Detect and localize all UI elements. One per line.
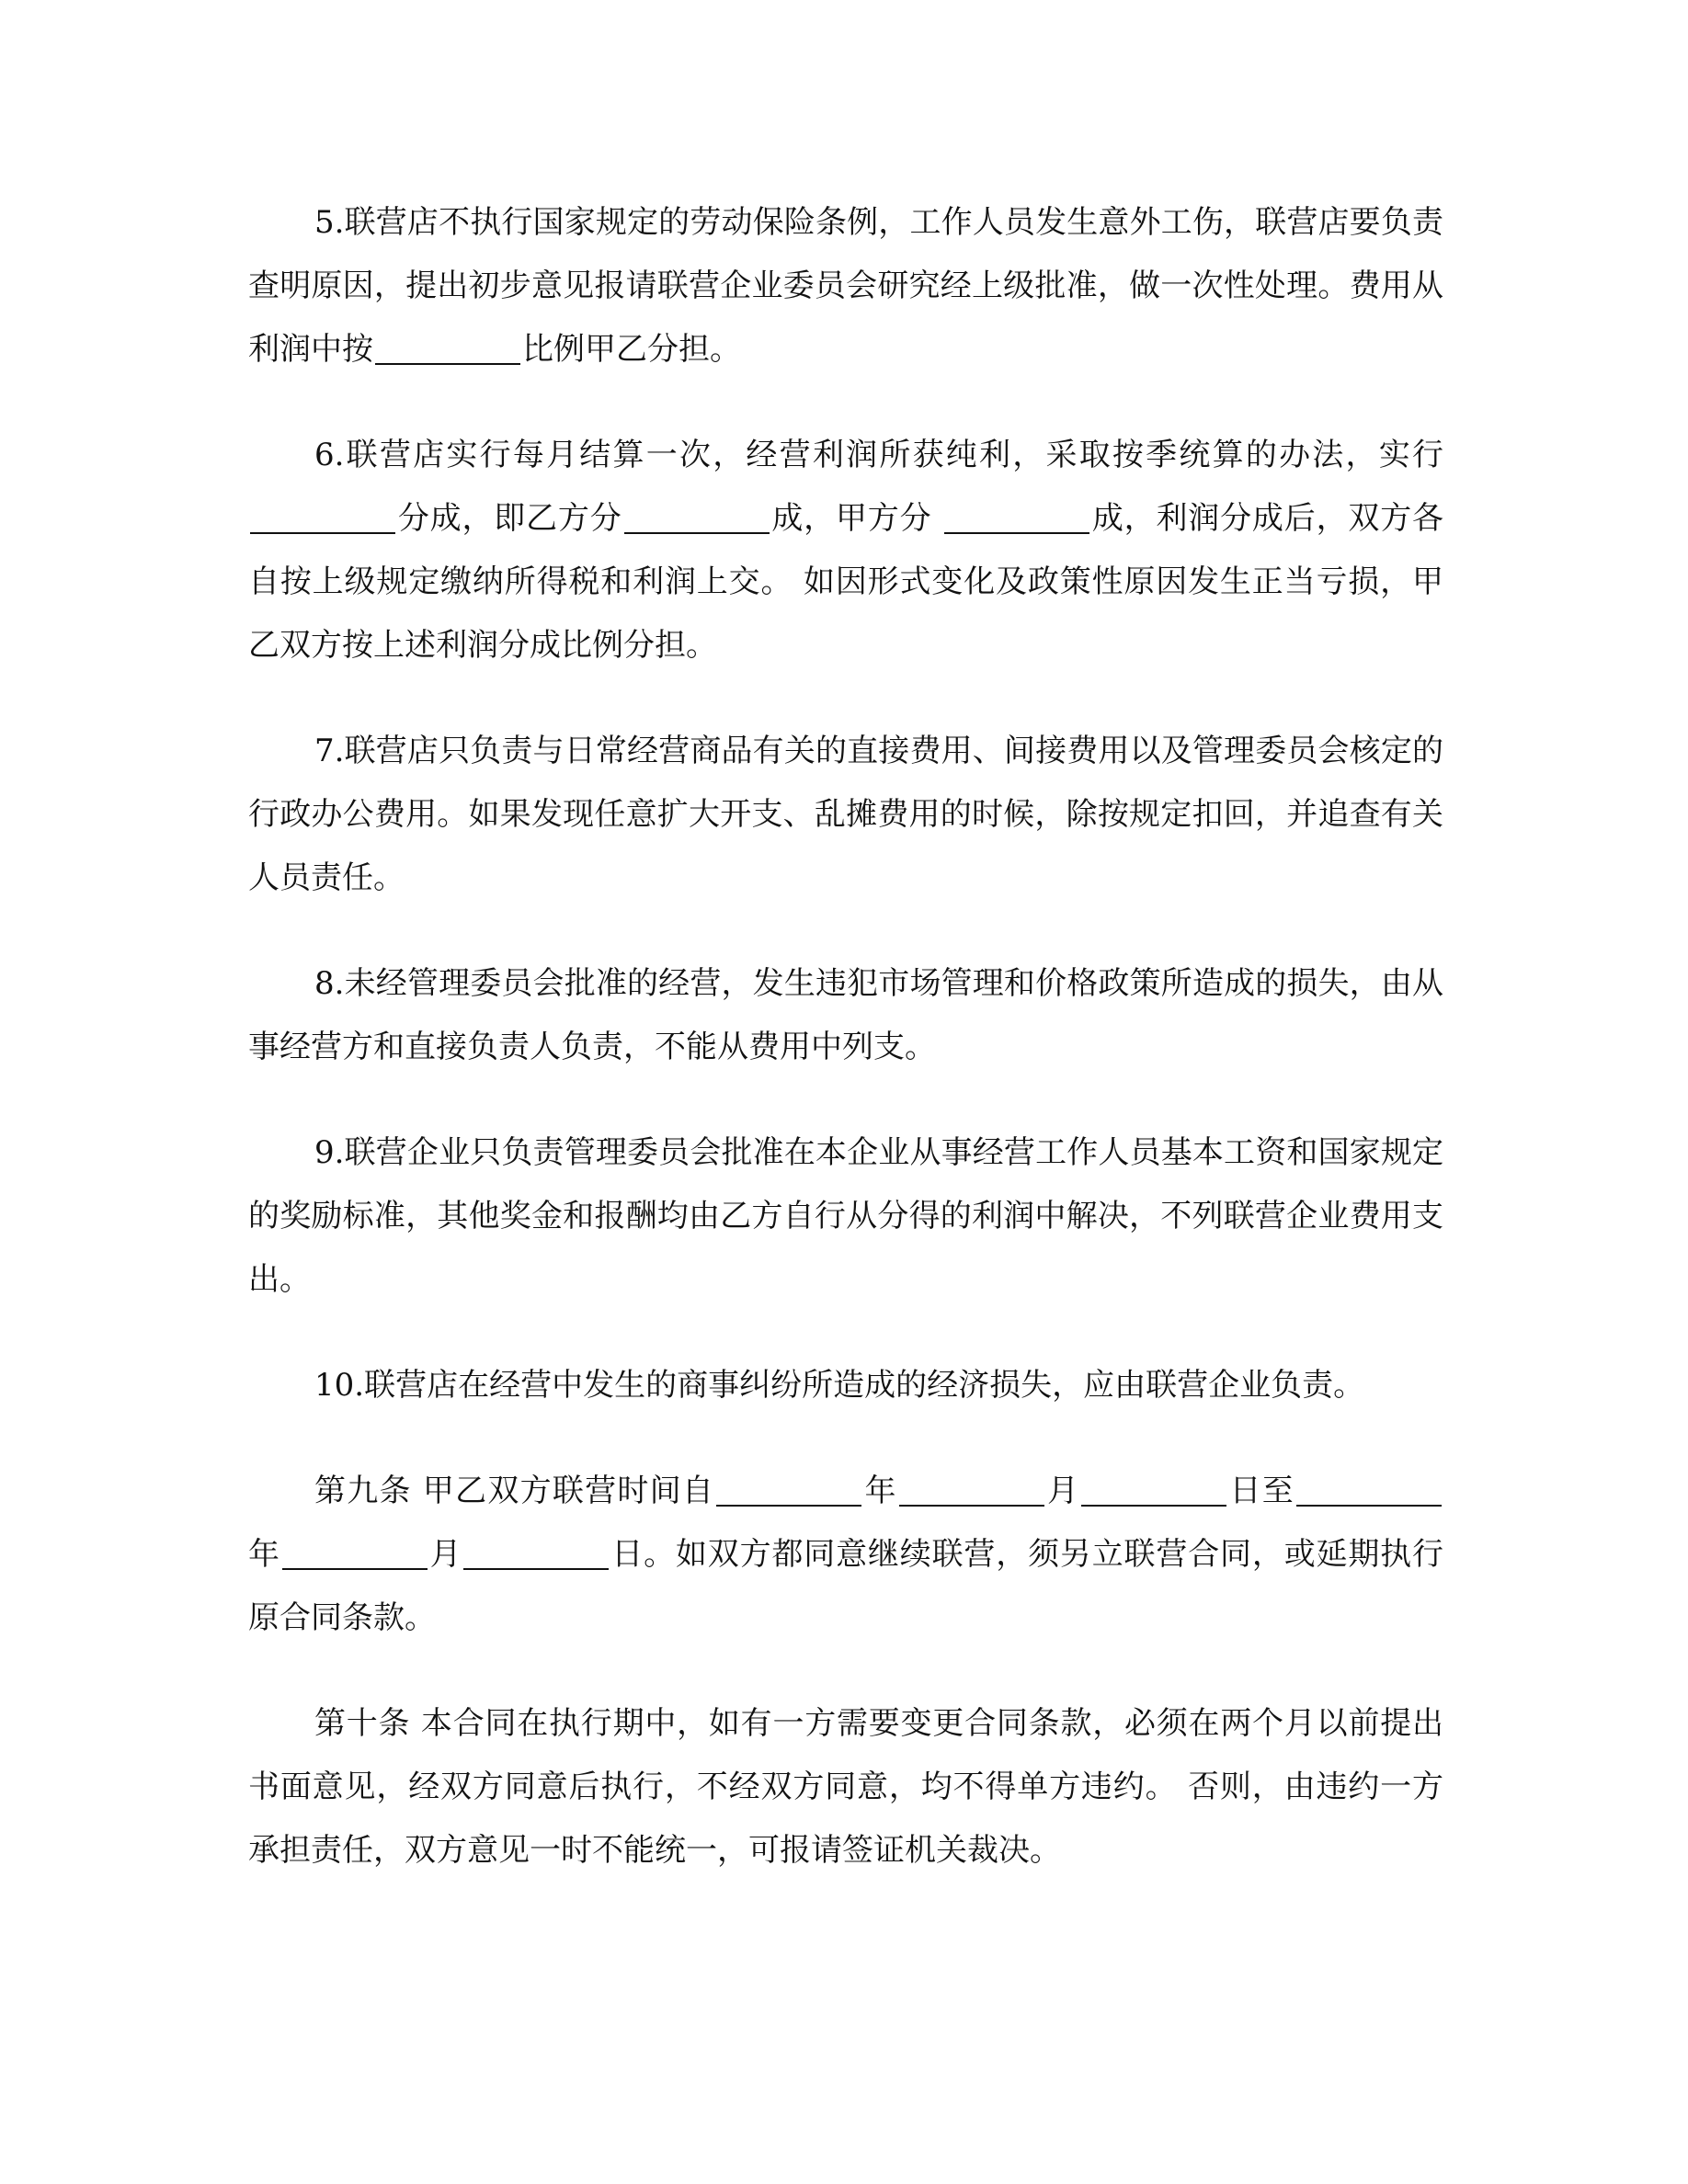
document-body xyxy=(248,191,1443,1925)
label-month: 月 xyxy=(1045,1473,1080,1509)
label-year: 年 xyxy=(863,1473,897,1509)
clause-5 xyxy=(248,191,1443,381)
blank-party-a-share xyxy=(944,505,1089,534)
blank-start-year xyxy=(716,1477,861,1507)
clause-6-text-c: 成，甲方分 xyxy=(770,500,932,537)
clause-9: 9.联营企业只负责管理委员会批准在本企业从事经营工作人员基本工资和国家规定的奖励标准，其他奖金和报酬均由乙方自行从分得的利润中解决，不列联营企业费用支出。 xyxy=(248,1134,1443,1298)
blank-end-year xyxy=(1296,1477,1442,1507)
blank-end-month xyxy=(282,1541,428,1570)
blank-split xyxy=(250,505,395,534)
blank-start-month xyxy=(899,1477,1044,1507)
clause-10: 10.联营店在经营中发生的商事纠纷所造成的经济损失，应由联营企业负责。 xyxy=(314,1367,1365,1404)
label-day-to: 日至 xyxy=(1228,1473,1295,1509)
clause-7: 7.联营店只负责与日常经营商品有关的直接费用、间接费用以及管理委员会核定的行政办公费用。如果发现任意扩大开支、乱摊费用的时候，除按规定扣回，并追查有关人员责任。 xyxy=(248,733,1443,896)
article-10: 第十条 本合同在执行期中，如有一方需要变更合同条款，必须在两个月以前提出书面意见，经双方同意后执行，不经双方同意，均不得单方违约。 否则，由违约一方承担责任，双方意见一时不能统一，可报请签证机关裁决。 xyxy=(248,1705,1443,1869)
blank-end-day xyxy=(463,1541,609,1570)
blank-party-b-share xyxy=(624,505,770,534)
clause-6-text: 6.联营店实行每月结算一次，经营利润所获纯利，采取按季统算的办法，实行 xyxy=(314,437,1443,473)
label-end-month: 月 xyxy=(428,1536,462,1573)
clause-5-text-end: 比例甲乙分担。 xyxy=(522,331,741,368)
clause-8: 8.未经管理委员会批准的经营，发生违犯市场管理和价格政策所造成的损失，由从事经营方和直接负责人负责，不能从费用中列支。 xyxy=(248,965,1443,1065)
article-9 xyxy=(248,1460,1443,1650)
clause-5-text: 5.联营店不执行国家规定的劳动保险条例，工作人员发生意外工伤，联营店要负责查明原因，提出初步意见报请联营企业委员会研究经上级批准，做一次性处理。费用从利润中按 xyxy=(248,204,1443,368)
blank-start-day xyxy=(1081,1477,1226,1507)
clause-6 xyxy=(248,424,1443,677)
clause-6-text-d: 成，利润分成后，双方各自按上级规定缴纳所得税和利润上交。 如因形式变化及政策性原因发生正当亏损，甲乙双方按上述利润分成比例分担。 xyxy=(248,500,1444,664)
blank-ratio xyxy=(375,336,520,365)
article-9-text: 第九条 甲乙双方联营时间自 xyxy=(314,1473,715,1509)
clause-6-text-b: 分成，即乙方分 xyxy=(397,500,622,537)
article-9-text-end: 日。如双方都同意继续联营，须另立联营合同，或延期执行原合同条款。 xyxy=(248,1536,1443,1636)
label-end-year: 年 xyxy=(248,1536,280,1573)
